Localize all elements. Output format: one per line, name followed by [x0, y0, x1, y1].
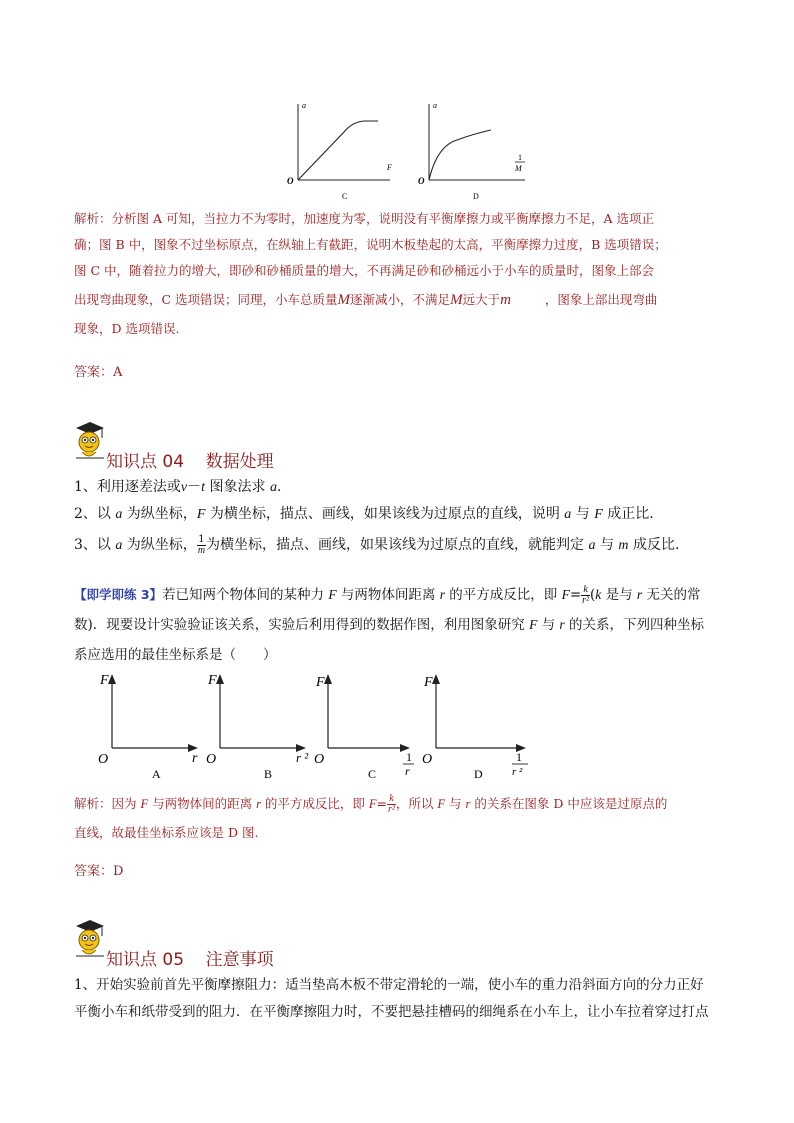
graph-d-y-label: a: [433, 101, 437, 110]
graph-c-origin: O: [287, 176, 294, 186]
exercise-3-line-3: 系应选用的最佳坐标系是（ ）: [74, 647, 277, 663]
svg-text:r: r: [192, 751, 198, 766]
exercise-3: [74, 580, 734, 670]
analysis-1-line-4: 出现弯曲现象，C 选项错误；同理，小车总质量M逐渐减小，不满足M远大于m ，图象上部出现弯曲: [74, 292, 658, 308]
analysis-2-line-1: 解析：因为 F 与两物体间的距离 r 的平方成反比，即 F= $\frac{k}{\text{r²}}$ ，所以 F 与 r 的关系在图象 D 中应该是过原点的: [74, 793, 668, 815]
exercise-3-line-1: 【即学即练 3】若已知两个物体间的某种力 F 与两物体间距离 r 的平方成反比，即 F= $\frac{k}{\text{r²}}$ (k 是与 r 无关的常: [74, 584, 701, 606]
svg-text:F: F: [208, 673, 217, 688]
svg-text:F: F: [424, 675, 433, 690]
analysis-k-over-r2-fraction: $\frac{k}{\text{r²}}$: [388, 793, 395, 815]
graph-c-x-label: F: [387, 163, 392, 172]
scholar-mascot-icon-2: [70, 918, 106, 960]
svg-text:O: O: [422, 752, 433, 767]
exercise-3-tag: 【即学即练 3】: [74, 587, 163, 602]
svg-text:1: 1: [406, 750, 412, 764]
graph-d-caption: D: [473, 192, 479, 201]
svg-text:D: D: [474, 767, 483, 781]
svg-text:O: O: [314, 752, 325, 767]
section-04-item-2: 2、以 a 为纵坐标，F 为横坐标，描点、画线，如果该线为过原点的直线，说明 a 与 F 成正比.: [74, 506, 654, 522]
analysis-1-line-2: 确；图 B 中，图象不过坐标原点，在纵轴上有截距，说明木板垫起的太高，平衡摩擦力过度，B 选项错误；: [74, 237, 667, 252]
graph-c-caption: C: [342, 192, 348, 201]
option-graph-b: [200, 670, 320, 782]
answer-1: 答案：A: [74, 365, 123, 380]
analysis-1: [74, 206, 734, 342]
scholar-mascot-icon: [70, 420, 106, 462]
graph-d-x-label-num: 1: [518, 153, 522, 162]
svg-text:O: O: [206, 752, 217, 767]
svg-text:F: F: [316, 675, 325, 690]
svg-text:A: A: [152, 767, 161, 781]
answer-2: 答案：D: [74, 864, 124, 879]
section-05-text: [74, 972, 734, 1026]
section-05-line-2: 平衡小车和纸带受到的阻力．在平衡摩擦阻力时，不要把悬挂槽码的细绳系在小车上，让小车拉着穿过打点: [74, 1004, 709, 1020]
section-05-line-1: 1、开始实验前首先平衡摩擦阻力：适当垫高木板不带定滑轮的一端，使小车的重力沿斜面方向的分力正好: [74, 977, 704, 993]
graph-d: [413, 96, 543, 206]
analysis-1-line-3: 图 C 中，随着拉力的增大，即砂和砂桶质量的增大，不再满足砂和砂桶远小于小车的质量时，图象上部会: [74, 263, 655, 278]
svg-text:r: r: [405, 764, 410, 778]
svg-text:C: C: [368, 767, 377, 781]
analysis-2: [74, 786, 734, 844]
svg-text:F: F: [100, 673, 109, 688]
svg-text:r ²: r ²: [296, 750, 309, 765]
svg-text:O: O: [98, 752, 109, 767]
analysis-1-line-5: 现象，D 选项错误.: [74, 321, 180, 336]
option-graph-c: [308, 670, 428, 782]
graph-c-curve: [298, 121, 378, 180]
graph-d-curve: [429, 130, 491, 180]
graph-d-origin: O: [418, 176, 425, 186]
section-04-title: 知识点 04 数据处理: [106, 452, 274, 472]
k-over-r2-fraction: $\frac{k}{\text{r²}}$: [582, 584, 590, 606]
option-graph-a: [92, 670, 212, 782]
exercise-3-line-2: 数)．现要设计实验验证该关系，实验后利用得到的数据作图，利用图象研究 F 与 r 的关系，下列四种坐标: [74, 617, 704, 633]
section-05-title: 知识点 05 注意事项: [106, 950, 274, 970]
section-04-item-1: 1、利用逐差法或v－t 图象法求 a.: [74, 479, 282, 495]
one-over-m-fraction: $\frac{1}{m}$: [197, 533, 206, 556]
analysis-2-line-2: 直线，故最佳坐标系应该是 D 图.: [74, 825, 259, 840]
section-04-item-3: 3、以 a 为纵坐标， $\frac{1}{m}$ 为横坐标，描点、画线，如果该线为过原点的直线，就能判定 a 与 m 成反比.: [74, 533, 680, 556]
svg-text:r ²: r ²: [512, 766, 523, 778]
option-graph-d: [416, 670, 546, 782]
graph-c: [282, 96, 412, 206]
analysis-1-line-1: 解析：分析图 A 可知，当拉力不为零时，加速度为零，说明没有平衡摩擦力或平衡摩擦力不足，A 选项正: [74, 211, 654, 226]
svg-text:1: 1: [516, 750, 522, 764]
graph-c-y-label: a: [302, 101, 306, 110]
svg-text:B: B: [264, 767, 273, 781]
graph-d-x-label-den: M: [515, 164, 522, 173]
